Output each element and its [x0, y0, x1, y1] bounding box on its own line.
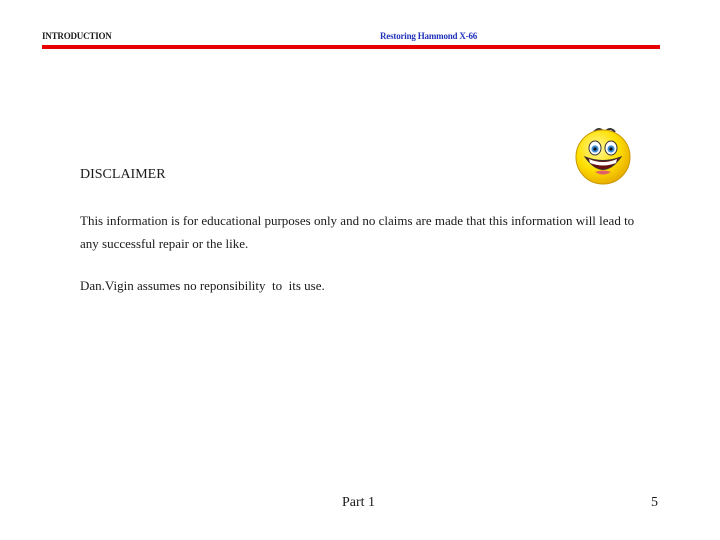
- header-document-title: Restoring Hammond X-66: [380, 31, 478, 41]
- smiley-icon: [572, 124, 634, 186]
- footer-part-label: Part 1: [342, 495, 376, 510]
- header-divider: [42, 45, 660, 49]
- disclaimer-paragraph: This information is for educational purposes only and no claims are made that this information will lead to any successful repair or the like.: [80, 213, 635, 251]
- page-number: 5: [651, 495, 658, 510]
- disclaimer-heading: DISCLAIMER: [80, 167, 166, 182]
- header-section-label: INTRODUCTION: [42, 31, 112, 41]
- responsibility-paragraph: Dan.Vigin assumes no reponsibility to its use.: [80, 278, 325, 293]
